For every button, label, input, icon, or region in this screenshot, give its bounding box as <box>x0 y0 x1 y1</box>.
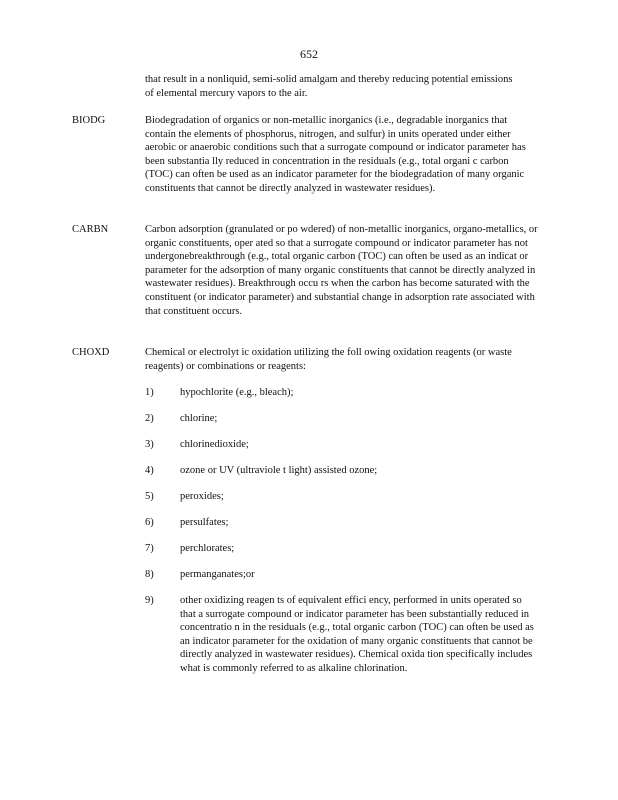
entry-description: Chemical or electrolyt ic oxidation utilizing the foll owing oxidation reagents (or waste reagents) or combinations or reagents: <box>145 347 512 372</box>
list-item-number: 6) <box>145 517 154 528</box>
list-item-text: ozone or UV (ultraviole t light) assisted ozone; <box>180 465 378 476</box>
list-item-text: chlorine; <box>180 413 218 424</box>
list-item-number: 1) <box>145 387 154 398</box>
entry-code: BIODG <box>72 115 106 126</box>
list-item-number: 4) <box>145 465 154 476</box>
list-item-text: permanganates;or <box>180 569 255 580</box>
intro-paragraph: that result in a nonliquid, semi-solid amalgam and thereby reducing potential emissions of elemental mercury vapors to the air. <box>145 74 513 99</box>
list-item-text: peroxides; <box>180 491 224 502</box>
entry-description: Carbon adsorption (granulated or po wdered) of non-metallic inorganics, organo-metallics, or organic constituents, oper ated so that a surrogate compound or indicator parameter has not undergonebreakthrough (e.g., total organic carbon (TOC) can often be used as an indicat or parameter for the adsorption of many organic constituents that cannot be directly analyzed in wastewater residues). Breakthrough occu rs when the carbon has become saturated with the constituent (or indicator parameter) and substantial change in adsorption rate associated with that constituent occurs. <box>145 224 538 317</box>
list-item-text: other oxidizing reagen ts of equivalent effici ency, performed in units operated so that a surrogate compound or indicator parameter has been substantially reduced in concentratio n in the residuals (e.g., total organic carbon (TOC) can often be used as an indicator parameter for the oxidation of many organic constituents that cannot be directly analyzed in wastewater residues). Chemical oxida tion specifically includes what is commonly referred to as alkaline chlorination. <box>180 595 534 674</box>
entry-code: CARBN <box>72 224 109 235</box>
list-item-text: persulfates; <box>180 517 229 528</box>
list-item-number: 9) <box>145 595 154 606</box>
list-item-number: 3) <box>145 439 154 450</box>
list-item-number: 7) <box>145 543 154 554</box>
list-item-number: 5) <box>145 491 154 502</box>
page-number: 652 <box>300 47 318 61</box>
list-item-number: 8) <box>145 569 154 580</box>
list-item-text: chlorinedioxide; <box>180 439 249 450</box>
list-item-text: perchlorates; <box>180 543 235 554</box>
entry-description: Biodegradation of organics or non-metallic inorganics (i.e., degradable inorganics that contain the elements of phosphorus, nitrogen, and sulfur) in units operated under either aerobic or anaerobic conditions such that a surrogate compound or indicator parameter has been substantia lly reduced in concentration in the residuals (e.g., total organi c carbon (TOC) can often be used as an indicator parameter for the biodegradation of many organic constituents that cannot be directly analyzed in wastewater residues). <box>145 115 526 194</box>
list-item-number: 2) <box>145 413 154 424</box>
entry-code: CHOXD <box>72 347 110 358</box>
list-item-text: hypochlorite (e.g., bleach); <box>180 387 294 398</box>
